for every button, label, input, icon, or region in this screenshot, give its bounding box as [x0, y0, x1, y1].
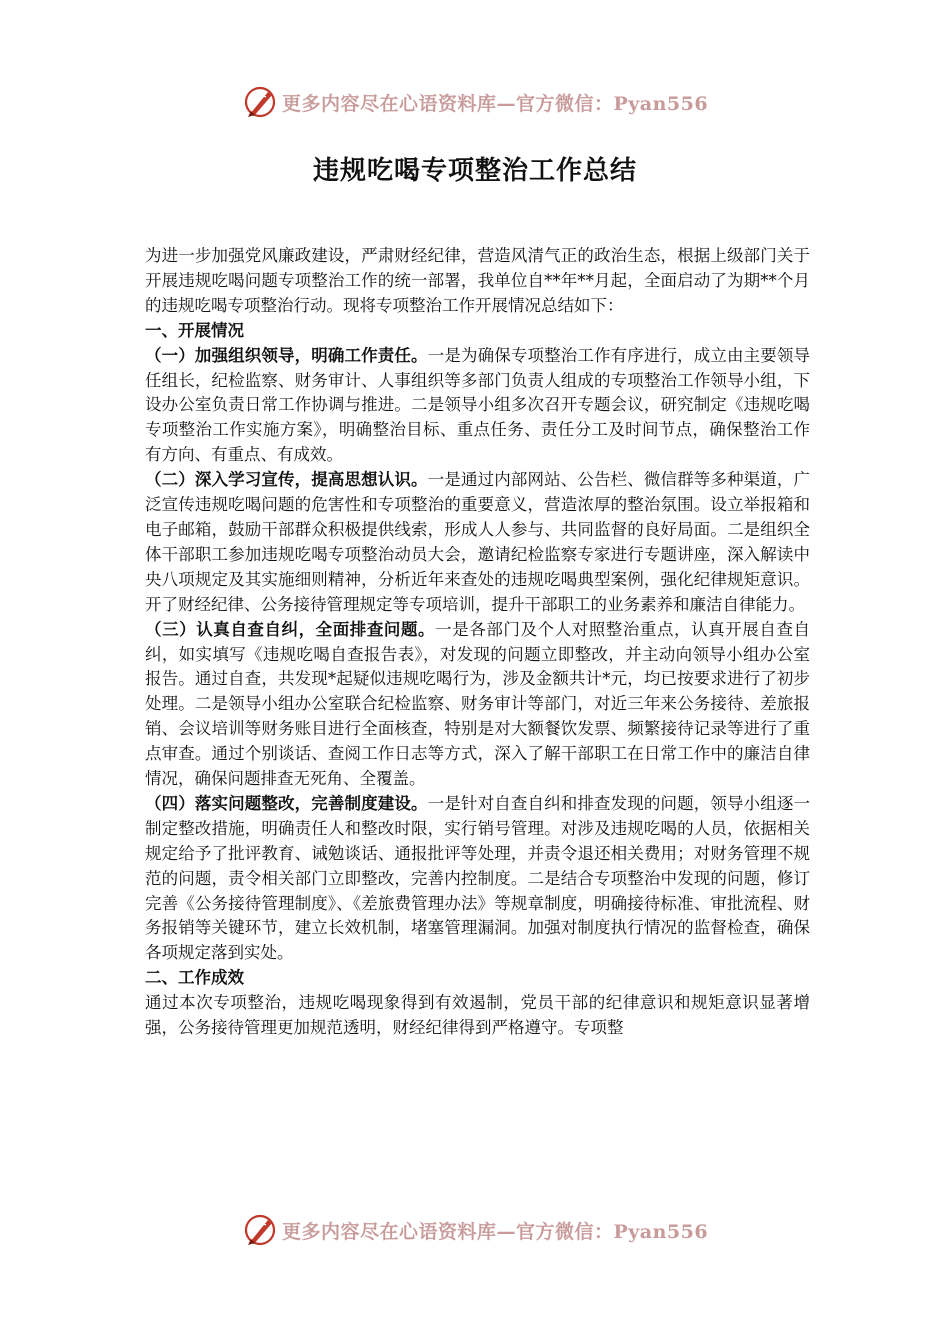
item-body: 一是通过内部网站、公告栏、微信群等多种渠道，广泛宣传违规吃喝问题的危害性和专项整治的重要意义，营造浓厚的整治氛围。设立举报箱和电子邮箱，鼓励干部群众积极提供线索，形成人人参与、共同监督的良好局面。二是组织全体干部职工参加违规吃喝专项整治动员大会，邀请纪检监察专家进行专题讲座，深入解读中央八项规定及其实施细则精神，分析近年来查处的违规吃喝典型案例，强化纪律规矩意识。开了财经纪律、公务接待管理规定等专项培训，提升干部职工的业务素养和廉洁自律能力。: [145, 470, 811, 614]
intro-paragraph: 为进一步加强党风廉政建设，严肃财经纪律，营造风清气正的政治生态，根据上级部门关于开展违规吃喝问题专项整治工作的统一部署，我单位自**年**月起，全面启动了为期**个月的违规吃喝专项整治行动。现将专项整治工作开展情况总结如下：: [145, 246, 810, 315]
document-title: 违规吃喝专项整治工作总结: [312, 156, 637, 186]
section-2-paragraph: 通过本次专项整治，违规吃喝现象得到有效遏制，党员干部的纪律意识和规矩意识显著增强，公务接待管理更加规范透明，财经纪律得到严格遵守。专项整: [145, 993, 810, 1038]
item-lead: （四）落实问题整改，完善制度建设。: [145, 793, 428, 813]
document-body: [145, 244, 810, 1041]
pen-quill-logo-icon: [242, 1212, 278, 1248]
item-lead: （二）深入学习宣传，提高思想认识。: [145, 470, 428, 490]
item-body: 一是为确保专项整治工作有序进行，成立由主要领导任组长，纪检监察、财务审计、人事组织等多部门负责人组成的专项整治工作领导小组，下设办公室负责日常工作协调与推进。二是领导小组多次召开专题会议，研究制定《违规吃喝专项整治工作实施方案》，明确整治目标、重点任务、责任分工及时间节点，确保整治工作有方向、有重点、有成效。: [145, 345, 811, 465]
watermark-text-top: 更多内容尽在心语资料库—官方微信：Pyan556: [281, 92, 709, 115]
item-lead: （一）加强组织领导，明确工作责任。: [145, 345, 428, 365]
section-heading-1: 一、开展情况: [145, 320, 244, 340]
section-item-3: [145, 618, 810, 792]
item-body: 一是针对自查自纠和排查发现的问题，领导小组逐一制定整改措施，明确责任人和整改时限，实行销号管理。对涉及违规吃喝的人员，依据相关规定给予了批评教育、诫勉谈话、通报批评等处理，并责令退还相关费用；对财务管理不规范的问题，责令相关部门立即整改，完善内控制度。二是结合专项整治中发现的问题，修订完善《公务接待管理制度》、《差旅费管理办法》等规章制度，明确接待标准、审批流程、财务报销等关键环节，建立长效机制，堵塞管理漏洞。加强对制度执行情况的监督检查，确保各项规定落到实处。: [145, 793, 811, 963]
watermark-text-bottom: 更多内容尽在心语资料库—官方微信：Pyan556: [281, 1220, 709, 1243]
item-body: 一是各部门及个人对照整治重点，认真开展自查自纠，如实填写《违规吃喝自查报告表》，对发现的问题立即整改，并主动向领导小组办公室报告。通过自查，共发现*起疑似违规吃喝行为，涉及金额共计*元，均已按要求进行了初步处理。二是领导小组办公室联合纪检监察、财务审计等部门，对近三年来公务接待、差旅报销、会议培训等财务账目进行全面核查，特别是对大额餐饮发票、频繁接待记录等进行了重点审查。通过个别谈话、查阅工作日志等方式，深入了解干部职工在日常工作中的廉洁自律情况，确保问题排查无死角、全覆盖。: [145, 619, 811, 789]
section-item-1: [145, 344, 810, 469]
section-item-2: [145, 468, 810, 617]
item-lead: （三）认真自查自纠，全面排查问题。: [145, 619, 436, 639]
section-item-4: [145, 792, 810, 966]
section-heading-2: 二、工作成效: [145, 968, 244, 988]
watermark-banner-top: [0, 82, 950, 122]
pen-quill-logo-icon: [242, 84, 278, 120]
watermark-banner-bottom: [0, 1210, 950, 1250]
